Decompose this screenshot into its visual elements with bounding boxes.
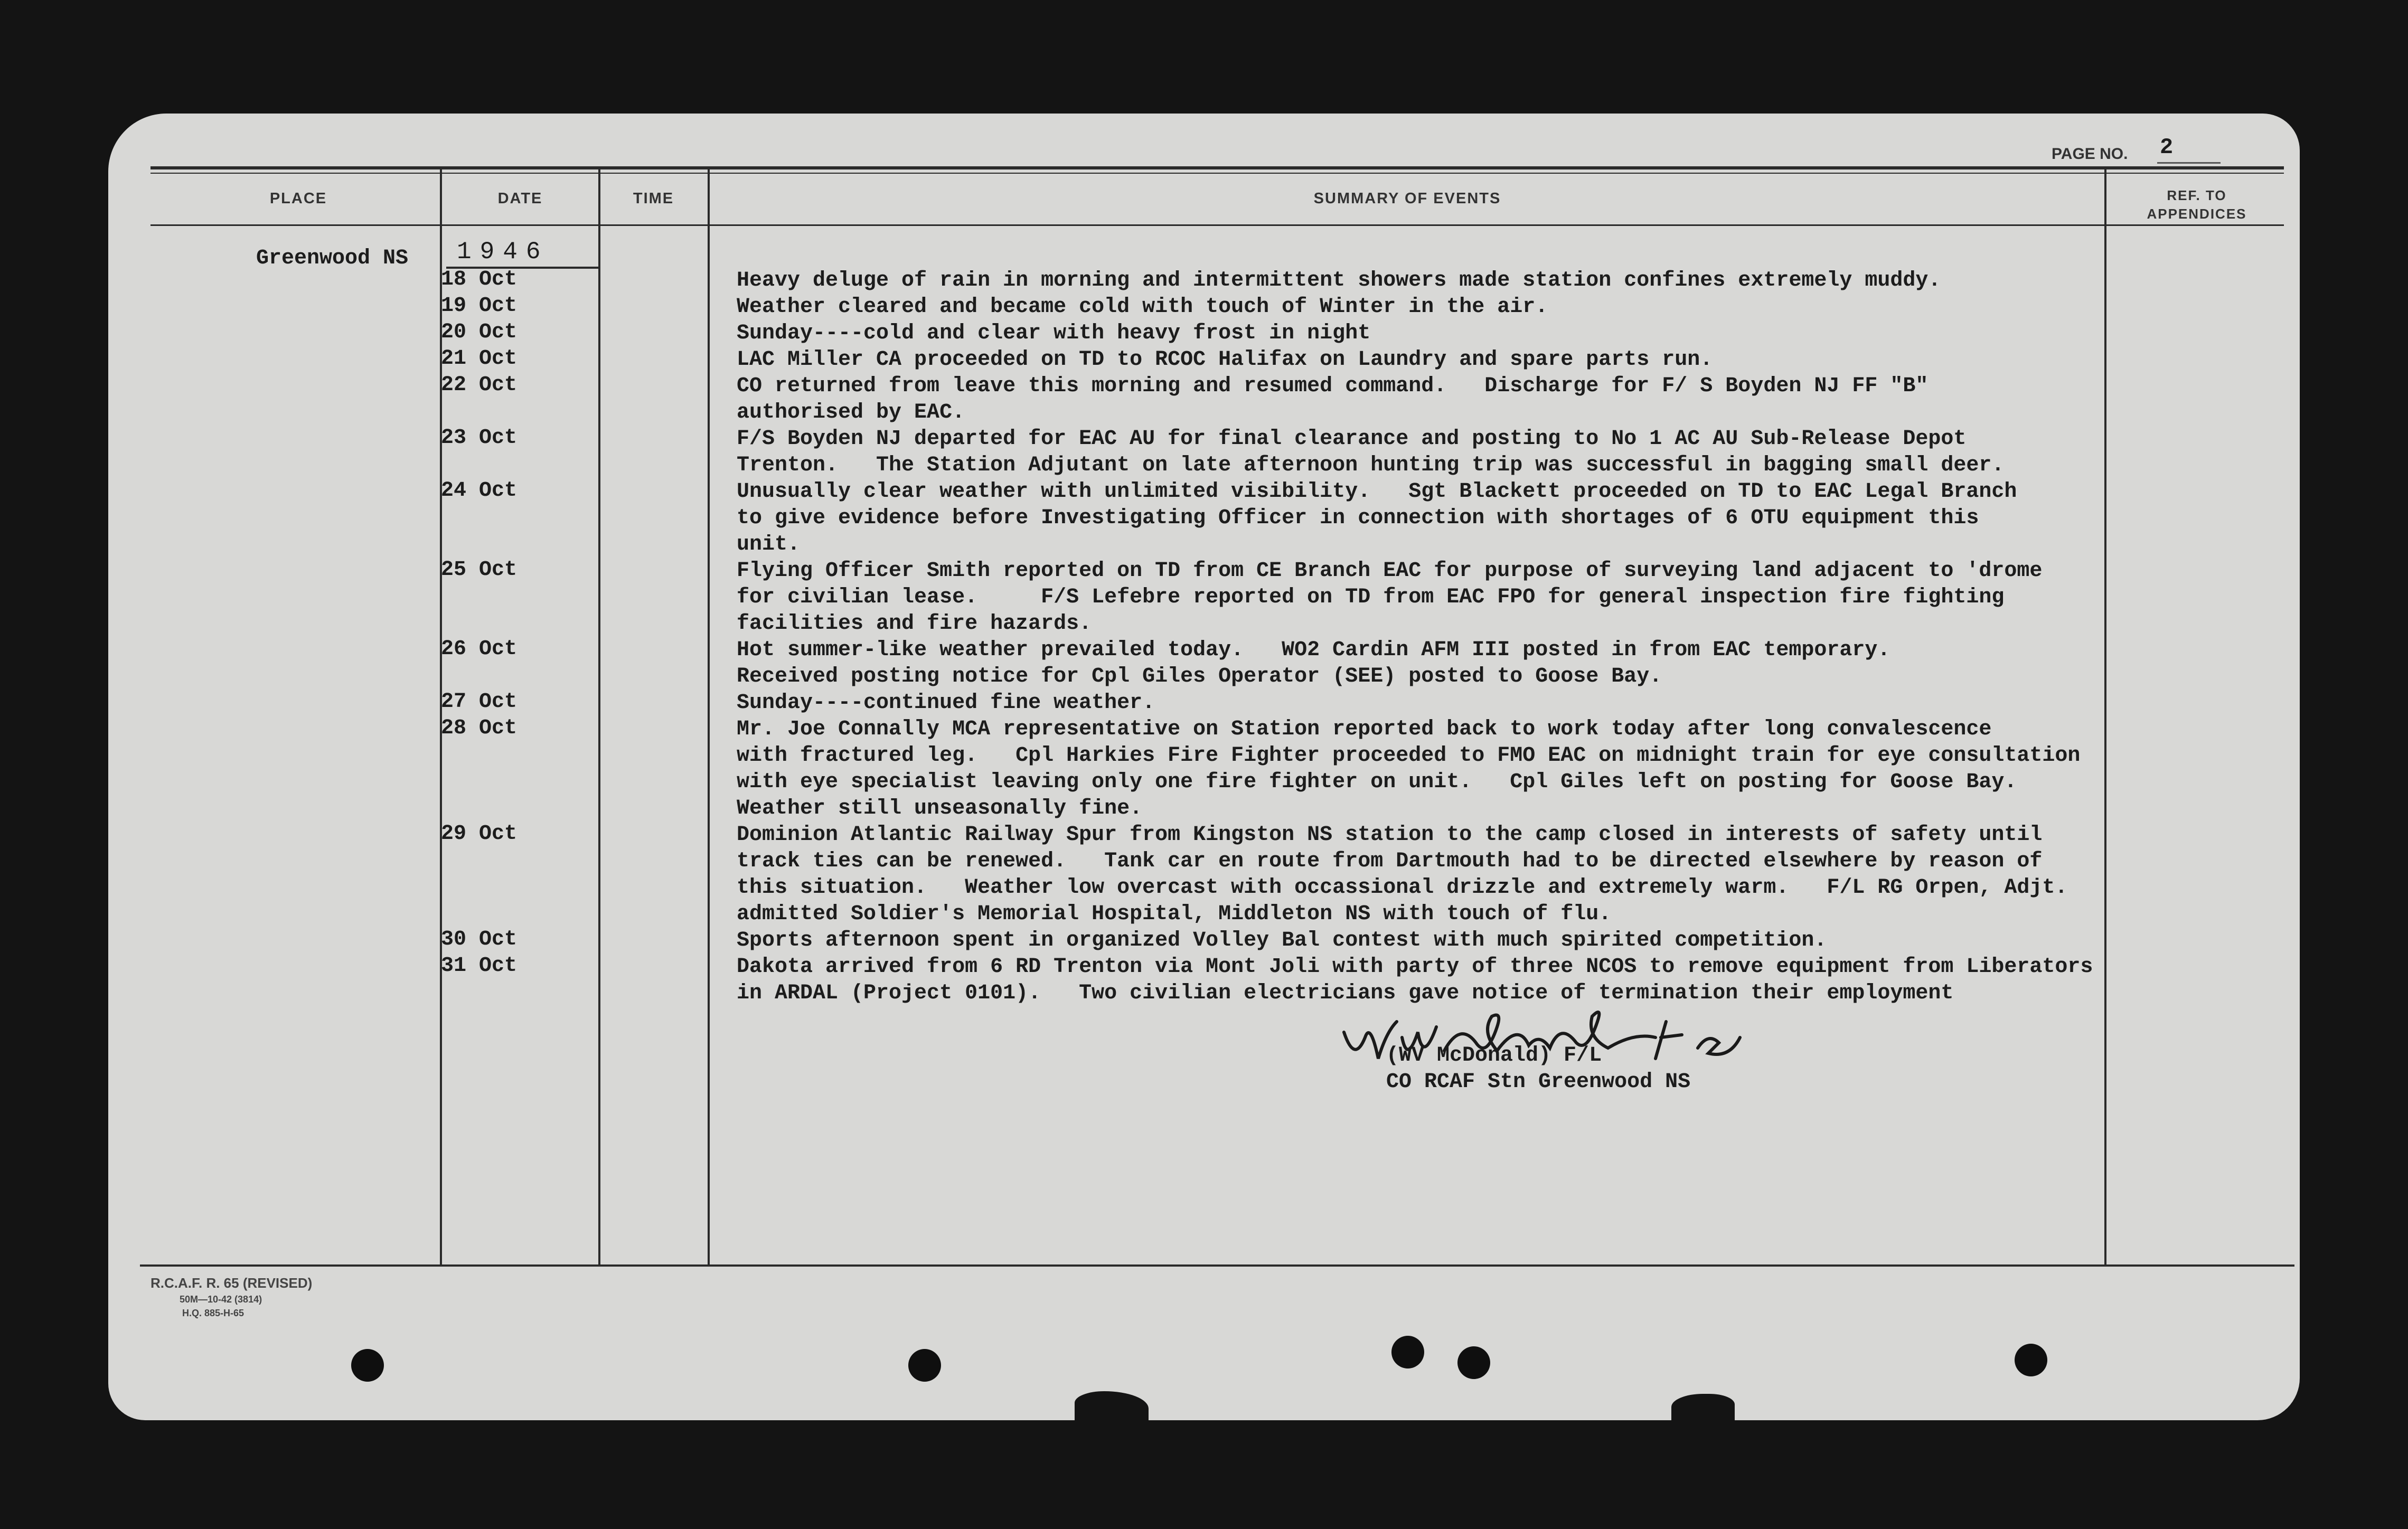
event-line: with eye specialist leaving only one fire fighter on unit. Cpl Giles left on posting for Goose Bay. xyxy=(737,770,2017,794)
event-line: this situation. Weather low overcast with occassional drizzle and extremely warm. F/L RG Orpen, Adjt. xyxy=(737,876,2068,900)
date-entry: 20 Oct xyxy=(441,320,518,344)
header-summary: SUMMARY OF EVENTS xyxy=(1313,190,1501,207)
page-number-underline xyxy=(2157,162,2221,164)
event-line: admitted Soldier's Memorial Hospital, Middleton NS with touch of flu. xyxy=(737,902,1612,926)
event-line: authorised by EAC. xyxy=(737,401,965,424)
page-number-label: PAGE NO. xyxy=(2052,145,2128,163)
date-entry: 25 Oct xyxy=(441,558,518,582)
diary-form-card xyxy=(108,114,2300,1420)
date-entry: 23 Oct xyxy=(441,426,518,450)
event-line: unit. xyxy=(737,533,801,556)
header-ref-line2: APPENDICES xyxy=(2147,206,2247,222)
binder-hole xyxy=(2015,1344,2047,1376)
date-entry: 26 Oct xyxy=(441,637,518,661)
header-date: DATE xyxy=(497,190,543,207)
event-line: CO returned from leave this morning and resumed command. Discharge for F/ S Boyden NJ FF "B" xyxy=(737,374,1929,398)
event-line: Hot summer-like weather prevailed today. WO2 Cardin AFM III posted in from EAC temporary. xyxy=(737,638,1890,662)
col-rule-time-summary xyxy=(708,166,710,1264)
event-line: Sunday----continued fine weather. xyxy=(737,691,1155,715)
col-rule-summary-ref xyxy=(2104,166,2106,1264)
event-line: F/S Boyden NJ departed for EAC AU for final clearance and posting to No 1 AC AU Sub-Release Depot xyxy=(737,427,1967,451)
form-id-line1: R.C.A.F. R. 65 (REVISED) xyxy=(150,1275,313,1291)
date-entry: 24 Oct xyxy=(441,479,518,503)
event-line: to give evidence before Investigating Officer in connection with shortages of 6 OTU equipment this xyxy=(737,506,1979,530)
binder-hole xyxy=(1391,1336,1424,1368)
event-line: in ARDAL (Project 0101). Two civilian electricians gave notice of termination their employment xyxy=(737,981,1954,1005)
place-entry: Greenwood NS xyxy=(256,247,409,270)
top-rule xyxy=(150,166,2284,169)
event-line: Trenton. The Station Adjutant on late afternoon hunting trip was successful in bagging small deer. xyxy=(737,454,2005,477)
event-line: with fractured leg. Cpl Harkies Fire Fighter proceeded to FMO EAC on midnight train for eye consultation xyxy=(737,744,2081,768)
binder-hole xyxy=(351,1349,384,1382)
binder-hole xyxy=(1457,1346,1490,1379)
event-line: Dakota arrived from 6 RD Trenton via Mont Joli with party of three NCOS to remove equipment from Liberators xyxy=(737,955,2093,979)
signature-title: CO RCAF Stn Greenwood NS xyxy=(1386,1070,1691,1094)
form-id-line3: H.Q. 885-H-65 xyxy=(182,1308,244,1318)
footer-rule xyxy=(140,1264,2294,1267)
event-line: Sunday----cold and clear with heavy frost in night xyxy=(737,322,1371,345)
page-number-value: 2 xyxy=(2160,135,2174,160)
header-rule xyxy=(150,224,2284,226)
date-entry: 19 Oct xyxy=(441,294,518,318)
event-line: Heavy deluge of rain in morning and intermittent showers made station confines extremely muddy. xyxy=(737,269,1941,292)
date-entry: 31 Oct xyxy=(441,954,518,978)
paper-damage xyxy=(1671,1394,1735,1420)
date-entry: 30 Oct xyxy=(441,928,518,951)
date-entry: 21 Oct xyxy=(441,347,518,371)
event-line: Sports afternoon spent in organized Volley Bal contest with much spirited competition. xyxy=(737,929,1827,952)
event-line: Weather cleared and became cold with touch of Winter in the air. xyxy=(737,295,1548,319)
header-ref-line1: REF. TO xyxy=(2167,187,2227,203)
paper-damage xyxy=(1075,1391,1149,1420)
date-entry: 18 Oct xyxy=(441,268,518,291)
form-id-line2: 50M—10-42 (3814) xyxy=(180,1294,262,1305)
event-line: Dominion Atlantic Railway Spur from Kingston NS station to the camp closed in interests of safety until xyxy=(737,823,2043,847)
date-entry: 27 Oct xyxy=(441,690,518,714)
event-line: track ties can be renewed. Tank car en route from Dartmouth had to be directed elsewhere by reason of xyxy=(737,850,2043,873)
event-line: Weather still unseasonally fine. xyxy=(737,797,1143,820)
event-line: Received posting notice for Cpl Giles Operator (SEE) posted to Goose Bay. xyxy=(737,665,1662,688)
binder-hole xyxy=(908,1349,941,1382)
event-line: Mr. Joe Connally MCA representative on Station reported back to work today after long convalescence xyxy=(737,718,1992,741)
header-place: PLACE xyxy=(269,190,327,207)
event-line: facilities and fire hazards. xyxy=(737,612,1092,636)
signature-name: (WV McDonald) F/L xyxy=(1386,1044,1602,1068)
date-entry: 22 Oct xyxy=(441,373,518,397)
event-line: Flying Officer Smith reported on TD from CE Branch EAC for purpose of surveying land adjacent to 'drome xyxy=(737,559,2043,583)
year-entry: 1946 xyxy=(457,238,549,266)
col-rule-date-time xyxy=(598,166,600,1264)
header-time: TIME xyxy=(633,190,674,207)
date-entry: 29 Oct xyxy=(441,822,518,846)
event-line: LAC Miller CA proceeded on TD to RCOC Halifax on Laundry and spare parts run. xyxy=(737,348,1713,372)
event-line: for civilian lease. F/S Lefebre reported on TD from EAC FPO for general inspection fire fighting xyxy=(737,586,2005,609)
event-line: Unusually clear weather with unlimited visibility. Sgt Blackett proceeded on TD to EAC Legal Branch xyxy=(737,480,2017,504)
top-rule-thin xyxy=(150,173,2284,174)
date-entry: 28 Oct xyxy=(441,716,518,740)
